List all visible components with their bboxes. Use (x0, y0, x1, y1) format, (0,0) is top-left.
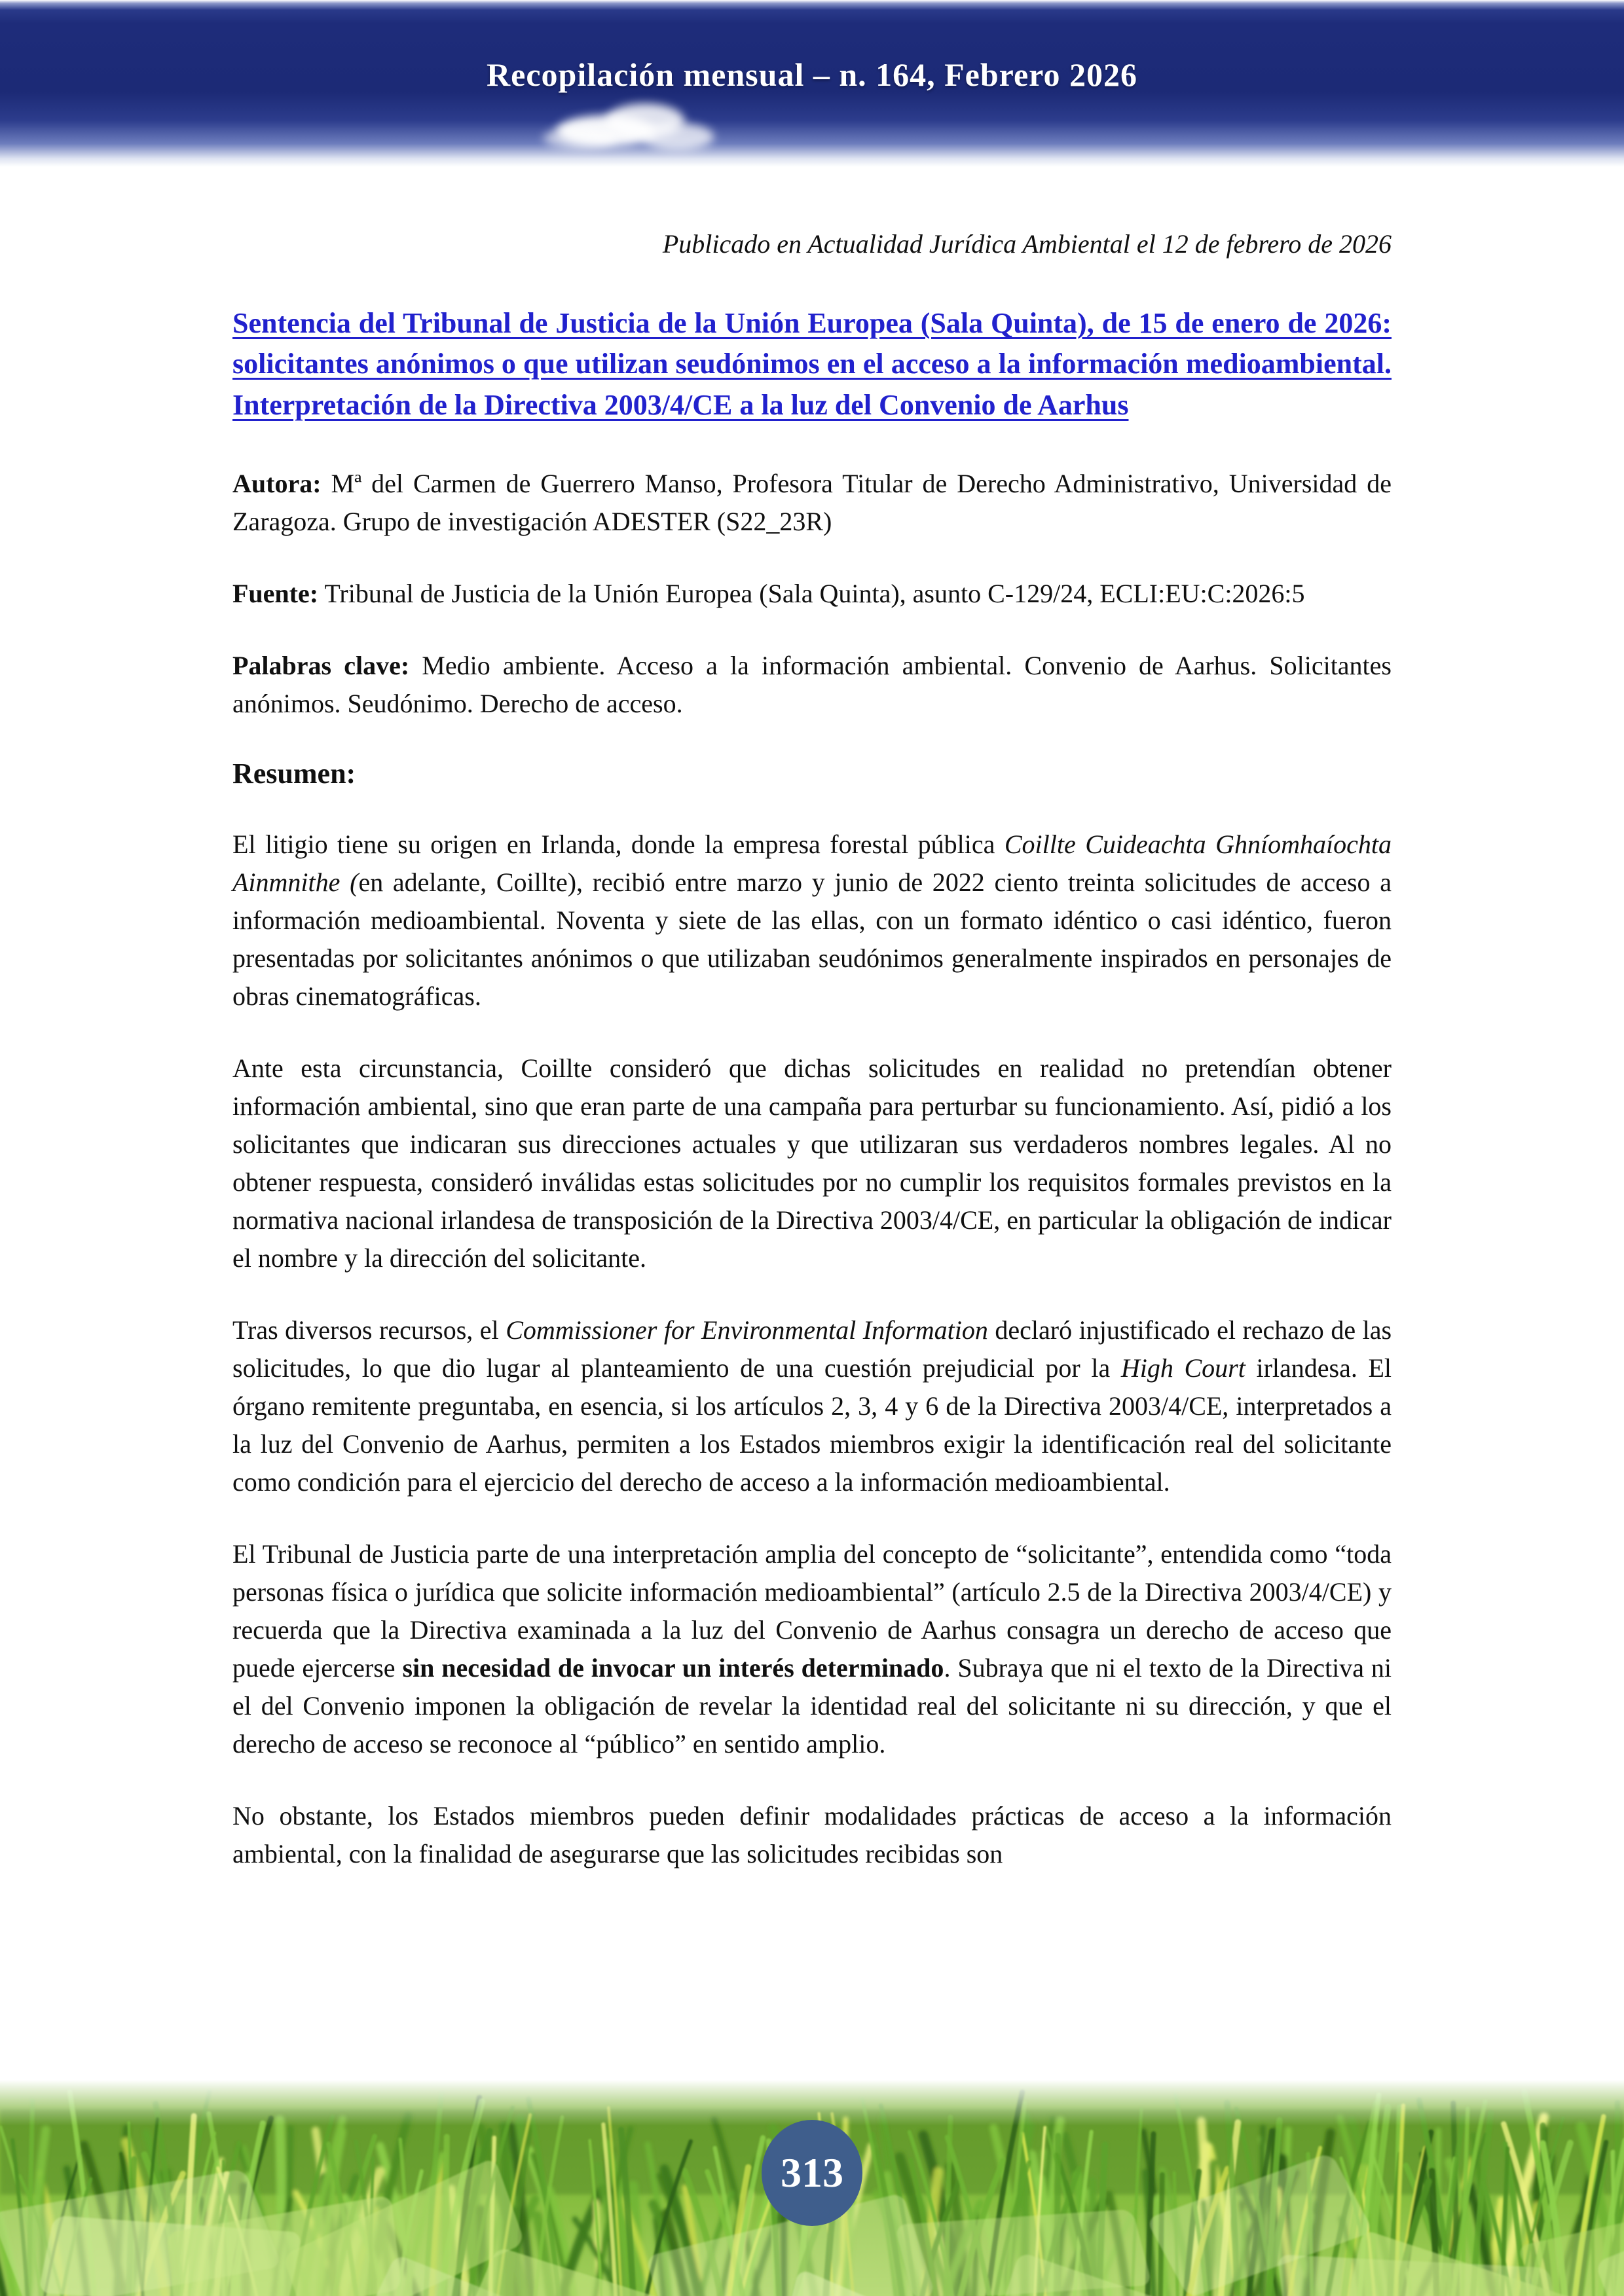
summary-heading: Resumen: (232, 757, 356, 790)
text-run: Autora: (232, 469, 322, 499)
text-run: irlandesa. El órgano remitente preguntaba, en esencia, si los artículos 2, 3, 4 y 6 de la Directiva 2003/4/CE, interpretados a la luz del Convenio de Aarhus, permiten a los Estados miembros exigir la identificación real del solicitante como condición para el ejercicio del derecho de acceso a la información medioambiental. (232, 1353, 1392, 1497)
summary-paragraph-4 (232, 1535, 1392, 1763)
text-run: No obstante, los Estados miembros pueden definir modalidades prácticas de acceso a la información ambiental, con la finalidad de asegurarse que las solicitudes recibidas son (232, 1801, 1392, 1869)
text-run: Mª del Carmen de Guerrero Manso, Profesora Titular de Derecho Administrativo, Universidad de Zaragoza. Grupo de investigación ADESTER (S22_23R) (232, 469, 1392, 537)
text-run: El litigio tiene su origen en Irlanda, donde la empresa forestal pública (232, 829, 1005, 860)
text-run: Coillte Cuideachta Ghníomhaíochta Ainmnithe ( (232, 829, 1392, 898)
text-run: en adelante, Coillte), recibió entre marzo y junio de 2022 ciento treinta solicitudes de acceso a información medioambiental. Noventa y siete de las ellas, con un formato idéntico o casi idéntico, fueron presentadas por solicitantes anónimos o que utilizaban seudónimos generalmente inspirados en personajes de obras cinematográficas. (232, 867, 1392, 1011)
page-body (0, 167, 1624, 1873)
summary-paragraph-3 (232, 1311, 1392, 1501)
text-run: Palabras clave: (232, 651, 410, 681)
page-number-badge (762, 2120, 862, 2226)
summary-paragraph-2 (232, 1049, 1392, 1277)
text-run: Tribunal de Justicia de la Unión Europea (Sala Quinta), asunto C-129/24, ECLI:EU:C:2026:5 (318, 579, 1305, 609)
header-title: Recopilación mensual – n. 164, Febrero 2026 (487, 56, 1137, 93)
text-run: High Court (1120, 1353, 1246, 1383)
text-run: El Tribunal de Justicia parte de una interpretación amplia del concepto de “solicitante”, entendida como “toda personas física o jurídica que solicite información medioambiental” (artículo 2.5 de la Directiva 2003/4/CE) y recuerda que la Directiva examinada a la luz del Convenio de Aarhus consagra un derecho de acceso que puede ejercerse (232, 1539, 1392, 1683)
text-run: Medio ambiente. Acceso a la información ambiental. Convenio de Aarhus. Solicitantes anónimos. Seudónimo. Derecho de acceso. (232, 651, 1392, 719)
source-line (232, 575, 1392, 613)
text-run: Tras diversos recursos, el (232, 1315, 506, 1345)
text-run: declaró injustificado el rechazo de las solicitudes, lo que dio lugar al planteamiento de una cuestión prejudicial por la (232, 1315, 1392, 1383)
summary-paragraph-5 (232, 1797, 1392, 1873)
text-run: . Subraya que ni el texto de la Directiva ni el del Convenio imponen la obligación de revelar la identidad real del solicitante ni su dirección, y que el derecho de acceso se reconoce al “público” en sentido amplio. (232, 1653, 1392, 1759)
author-line (232, 465, 1392, 541)
text-run: Ante esta circunstancia, Coillte consideró que dichas solicitudes en realidad no pretendían obtener información ambiental, sino que eran parte de una campaña para perturbar su funcionamiento. Así, pidió a los solicitantes que indicaran sus direcciones actuales y que utilizaran sus verdaderos nombres legales. Al no obtener respuesta, consideró inválidas estas solicitudes por no cumplir los requisitos formales previstos en la normativa nacional irlandesa de transposición de la Directiva 2003/4/CE, en particular la obligación de indicar el nombre y la dirección del solicitante. (232, 1053, 1392, 1273)
text-run: Fuente: (232, 579, 319, 609)
text-run: Commissioner for Environmental Information (506, 1315, 988, 1345)
page-number: 313 (781, 2149, 843, 2196)
header-banner (0, 0, 1624, 167)
published-line: Publicado en Actualidad Jurídica Ambiental el 12 de febrero de 2026 (662, 229, 1392, 259)
summary-paragraph-1 (232, 826, 1392, 1015)
article-title-link[interactable]: Sentencia del Tribunal de Justicia de la Unión Europea (Sala Quinta), de 15 de enero de 2026: solicitantes anónimos o que utilizan seudónimos en el acceso a la información medioambiental. Interpretación de la Directiva 2003/4/CE a la luz del Convenio de Aarhus (232, 307, 1392, 421)
text-run: sin necesidad de invocar un interés determinado (402, 1653, 944, 1683)
keywords-line (232, 647, 1392, 723)
